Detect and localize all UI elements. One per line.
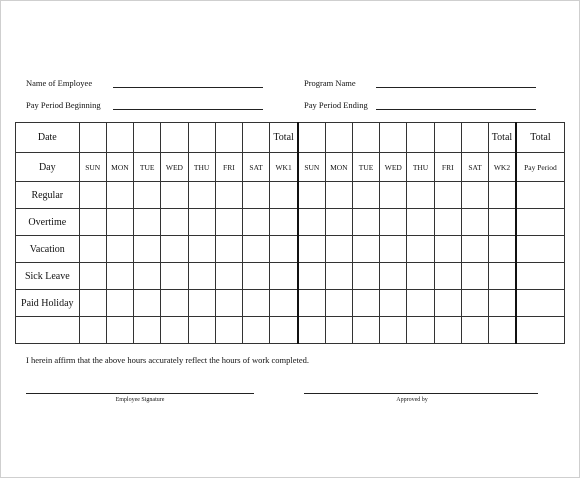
- wk1-header: WK1: [270, 153, 298, 182]
- hours-cell[interactable]: [352, 290, 379, 317]
- pay-period-total-cell[interactable]: [516, 236, 565, 263]
- hours-cell[interactable]: [161, 182, 188, 209]
- hours-cell[interactable]: [298, 182, 325, 209]
- hours-cell[interactable]: [325, 317, 352, 344]
- hours-cell[interactable]: [106, 290, 133, 317]
- hours-cell[interactable]: [461, 209, 488, 236]
- date-cell[interactable]: [242, 123, 269, 153]
- hours-cell[interactable]: [407, 182, 434, 209]
- approved-by-caption: Approved by: [396, 397, 428, 403]
- day-header: THU: [188, 153, 215, 182]
- wk2-header: WK2: [489, 153, 516, 182]
- hours-cell[interactable]: [380, 263, 407, 290]
- hours-cell[interactable]: [461, 236, 488, 263]
- date-cell[interactable]: [215, 123, 242, 153]
- hours-cell[interactable]: [461, 263, 488, 290]
- hours-cell[interactable]: [106, 209, 133, 236]
- hours-cell[interactable]: [242, 317, 269, 344]
- hours-cell[interactable]: [461, 182, 488, 209]
- hours-cell[interactable]: [134, 263, 161, 290]
- day-header: MON: [325, 153, 352, 182]
- hours-cell[interactable]: [215, 182, 242, 209]
- week2-total-cell[interactable]: [489, 236, 516, 263]
- hours-cell[interactable]: [106, 236, 133, 263]
- pay-period-total-header: Total: [516, 123, 565, 153]
- week1-total-cell[interactable]: [270, 263, 298, 290]
- pay-period-beginning-label: Pay Period Beginning: [26, 100, 101, 110]
- date-cell[interactable]: [106, 123, 133, 153]
- hours-cell[interactable]: [188, 236, 215, 263]
- row-label: Vacation: [16, 236, 80, 263]
- hours-cell[interactable]: [352, 263, 379, 290]
- day-header: SUN: [298, 153, 325, 182]
- pay-period-ending-label: Pay Period Ending: [304, 100, 368, 110]
- hours-cell[interactable]: [298, 317, 325, 344]
- date-cell[interactable]: [134, 123, 161, 153]
- hours-cell[interactable]: [325, 236, 352, 263]
- hours-cell[interactable]: [79, 209, 106, 236]
- hours-cell[interactable]: [298, 236, 325, 263]
- week2-total-cell[interactable]: [489, 263, 516, 290]
- week1-total-cell[interactable]: [270, 317, 298, 344]
- hours-cell[interactable]: [106, 182, 133, 209]
- hours-cell[interactable]: [325, 209, 352, 236]
- hours-cell[interactable]: [325, 263, 352, 290]
- name-of-employee-label: Name of Employee: [26, 78, 93, 88]
- hours-cell[interactable]: [161, 209, 188, 236]
- pay-period-beginning-field[interactable]: [113, 109, 263, 110]
- hours-cell[interactable]: [434, 317, 461, 344]
- hours-cell[interactable]: [461, 290, 488, 317]
- date-row: [16, 123, 565, 153]
- hours-cell[interactable]: [79, 290, 106, 317]
- week1-total-cell[interactable]: [270, 182, 298, 209]
- hours-cell[interactable]: [188, 290, 215, 317]
- hours-cell[interactable]: [242, 290, 269, 317]
- week2-total-cell[interactable]: [489, 182, 516, 209]
- hours-cell[interactable]: [434, 263, 461, 290]
- date-cell[interactable]: [298, 123, 325, 153]
- hours-cell[interactable]: [188, 263, 215, 290]
- week1-total-cell[interactable]: [270, 290, 298, 317]
- hours-cell[interactable]: [215, 209, 242, 236]
- approved-by-line[interactable]: [304, 393, 538, 394]
- day-header: WED: [380, 153, 407, 182]
- hours-cell[interactable]: [161, 290, 188, 317]
- employee-signature-caption: Employee Signature: [115, 397, 165, 403]
- hours-cell[interactable]: [79, 236, 106, 263]
- row-label: Sick Leave: [16, 263, 80, 290]
- hours-cell[interactable]: [434, 290, 461, 317]
- pay-period-total-cell[interactable]: [516, 317, 565, 344]
- hours-cell[interactable]: [134, 182, 161, 209]
- pay-period-ending-field[interactable]: [376, 109, 536, 110]
- row-label: Regular: [16, 182, 80, 209]
- hours-cell[interactable]: [79, 182, 106, 209]
- hours-cell[interactable]: [134, 236, 161, 263]
- hours-cell[interactable]: [106, 317, 133, 344]
- row-label[interactable]: [16, 317, 80, 344]
- hours-cell[interactable]: [161, 263, 188, 290]
- week2-total-cell[interactable]: [489, 317, 516, 344]
- hours-cell[interactable]: [325, 182, 352, 209]
- hours-cell[interactable]: [242, 236, 269, 263]
- hours-cell[interactable]: [380, 236, 407, 263]
- date-cell[interactable]: [325, 123, 352, 153]
- day-header: TUE: [134, 153, 161, 182]
- hours-cell[interactable]: [298, 290, 325, 317]
- date-cell[interactable]: [407, 123, 434, 153]
- hours-cell[interactable]: [407, 317, 434, 344]
- day-header: SAT: [242, 153, 269, 182]
- hours-cell[interactable]: [352, 182, 379, 209]
- date-cell[interactable]: [380, 123, 407, 153]
- hours-cell[interactable]: [407, 263, 434, 290]
- table-row: [16, 290, 565, 317]
- program-name-label: Program Name: [304, 78, 356, 88]
- pay-period-total-cell[interactable]: [516, 290, 565, 317]
- day-label: Day: [16, 153, 80, 182]
- hours-cell[interactable]: [380, 317, 407, 344]
- hours-cell[interactable]: [161, 317, 188, 344]
- pay-period-total-cell[interactable]: [516, 182, 565, 209]
- day-header: WED: [161, 153, 188, 182]
- hours-cell[interactable]: [215, 290, 242, 317]
- hours-cell[interactable]: [134, 317, 161, 344]
- hours-cell[interactable]: [434, 209, 461, 236]
- table-row: [16, 182, 565, 209]
- hours-cell[interactable]: [134, 290, 161, 317]
- hours-cell[interactable]: [215, 317, 242, 344]
- hours-cell[interactable]: [380, 182, 407, 209]
- hours-cell[interactable]: [188, 317, 215, 344]
- day-header: SUN: [79, 153, 106, 182]
- hours-cell[interactable]: [242, 182, 269, 209]
- day-header: FRI: [434, 153, 461, 182]
- hours-cell[interactable]: [434, 236, 461, 263]
- day-row: [16, 153, 565, 182]
- hours-cell[interactable]: [215, 236, 242, 263]
- table-row: [16, 317, 565, 344]
- date-label: Date: [16, 123, 80, 153]
- hours-cell[interactable]: [298, 263, 325, 290]
- date-cell[interactable]: [188, 123, 215, 153]
- name-of-employee-field[interactable]: [113, 87, 263, 88]
- week1-total-cell[interactable]: [270, 236, 298, 263]
- date-cell[interactable]: [434, 123, 461, 153]
- employee-signature-line[interactable]: [26, 393, 254, 394]
- week2-total-header: Total: [489, 123, 516, 153]
- hours-cell[interactable]: [242, 209, 269, 236]
- hours-cell[interactable]: [188, 182, 215, 209]
- table-row: [16, 263, 565, 290]
- hours-cell[interactable]: [407, 290, 434, 317]
- day-header: FRI: [215, 153, 242, 182]
- hours-cell[interactable]: [161, 236, 188, 263]
- hours-cell[interactable]: [407, 236, 434, 263]
- hours-cell[interactable]: [325, 290, 352, 317]
- hours-cell[interactable]: [242, 263, 269, 290]
- hours-cell[interactable]: [79, 263, 106, 290]
- row-label: Paid Holiday: [16, 290, 80, 317]
- hours-cell[interactable]: [215, 263, 242, 290]
- table-row: [16, 209, 565, 236]
- hours-cell[interactable]: [407, 209, 434, 236]
- hours-cell[interactable]: [380, 209, 407, 236]
- hours-cell[interactable]: [298, 209, 325, 236]
- pay-period-total-cell[interactable]: [516, 209, 565, 236]
- day-header: SAT: [461, 153, 488, 182]
- day-header: MON: [106, 153, 133, 182]
- hours-cell[interactable]: [380, 290, 407, 317]
- hours-cell[interactable]: [106, 263, 133, 290]
- affirmation-text: I herein affirm that the above hours accurately reflect the hours of work completed.: [26, 355, 310, 365]
- week1-total-header: Total: [270, 123, 298, 153]
- timesheet-table: [15, 122, 565, 344]
- row-label: Overtime: [16, 209, 80, 236]
- hours-cell[interactable]: [352, 209, 379, 236]
- date-cell[interactable]: [461, 123, 488, 153]
- hours-cell[interactable]: [134, 209, 161, 236]
- hours-cell[interactable]: [352, 317, 379, 344]
- week2-total-cell[interactable]: [489, 290, 516, 317]
- week2-total-cell[interactable]: [489, 209, 516, 236]
- hours-cell[interactable]: [461, 317, 488, 344]
- hours-cell[interactable]: [352, 236, 379, 263]
- day-header: THU: [407, 153, 434, 182]
- day-header: TUE: [352, 153, 379, 182]
- pay-period-total-cell[interactable]: [516, 263, 565, 290]
- pay-period-header: Pay Period: [516, 153, 565, 182]
- hours-cell[interactable]: [434, 182, 461, 209]
- date-cell[interactable]: [161, 123, 188, 153]
- date-cell[interactable]: [352, 123, 379, 153]
- program-name-field[interactable]: [376, 87, 536, 88]
- date-cell[interactable]: [79, 123, 106, 153]
- table-row: [16, 236, 565, 263]
- hours-cell[interactable]: [188, 209, 215, 236]
- week1-total-cell[interactable]: [270, 209, 298, 236]
- hours-cell[interactable]: [79, 317, 106, 344]
